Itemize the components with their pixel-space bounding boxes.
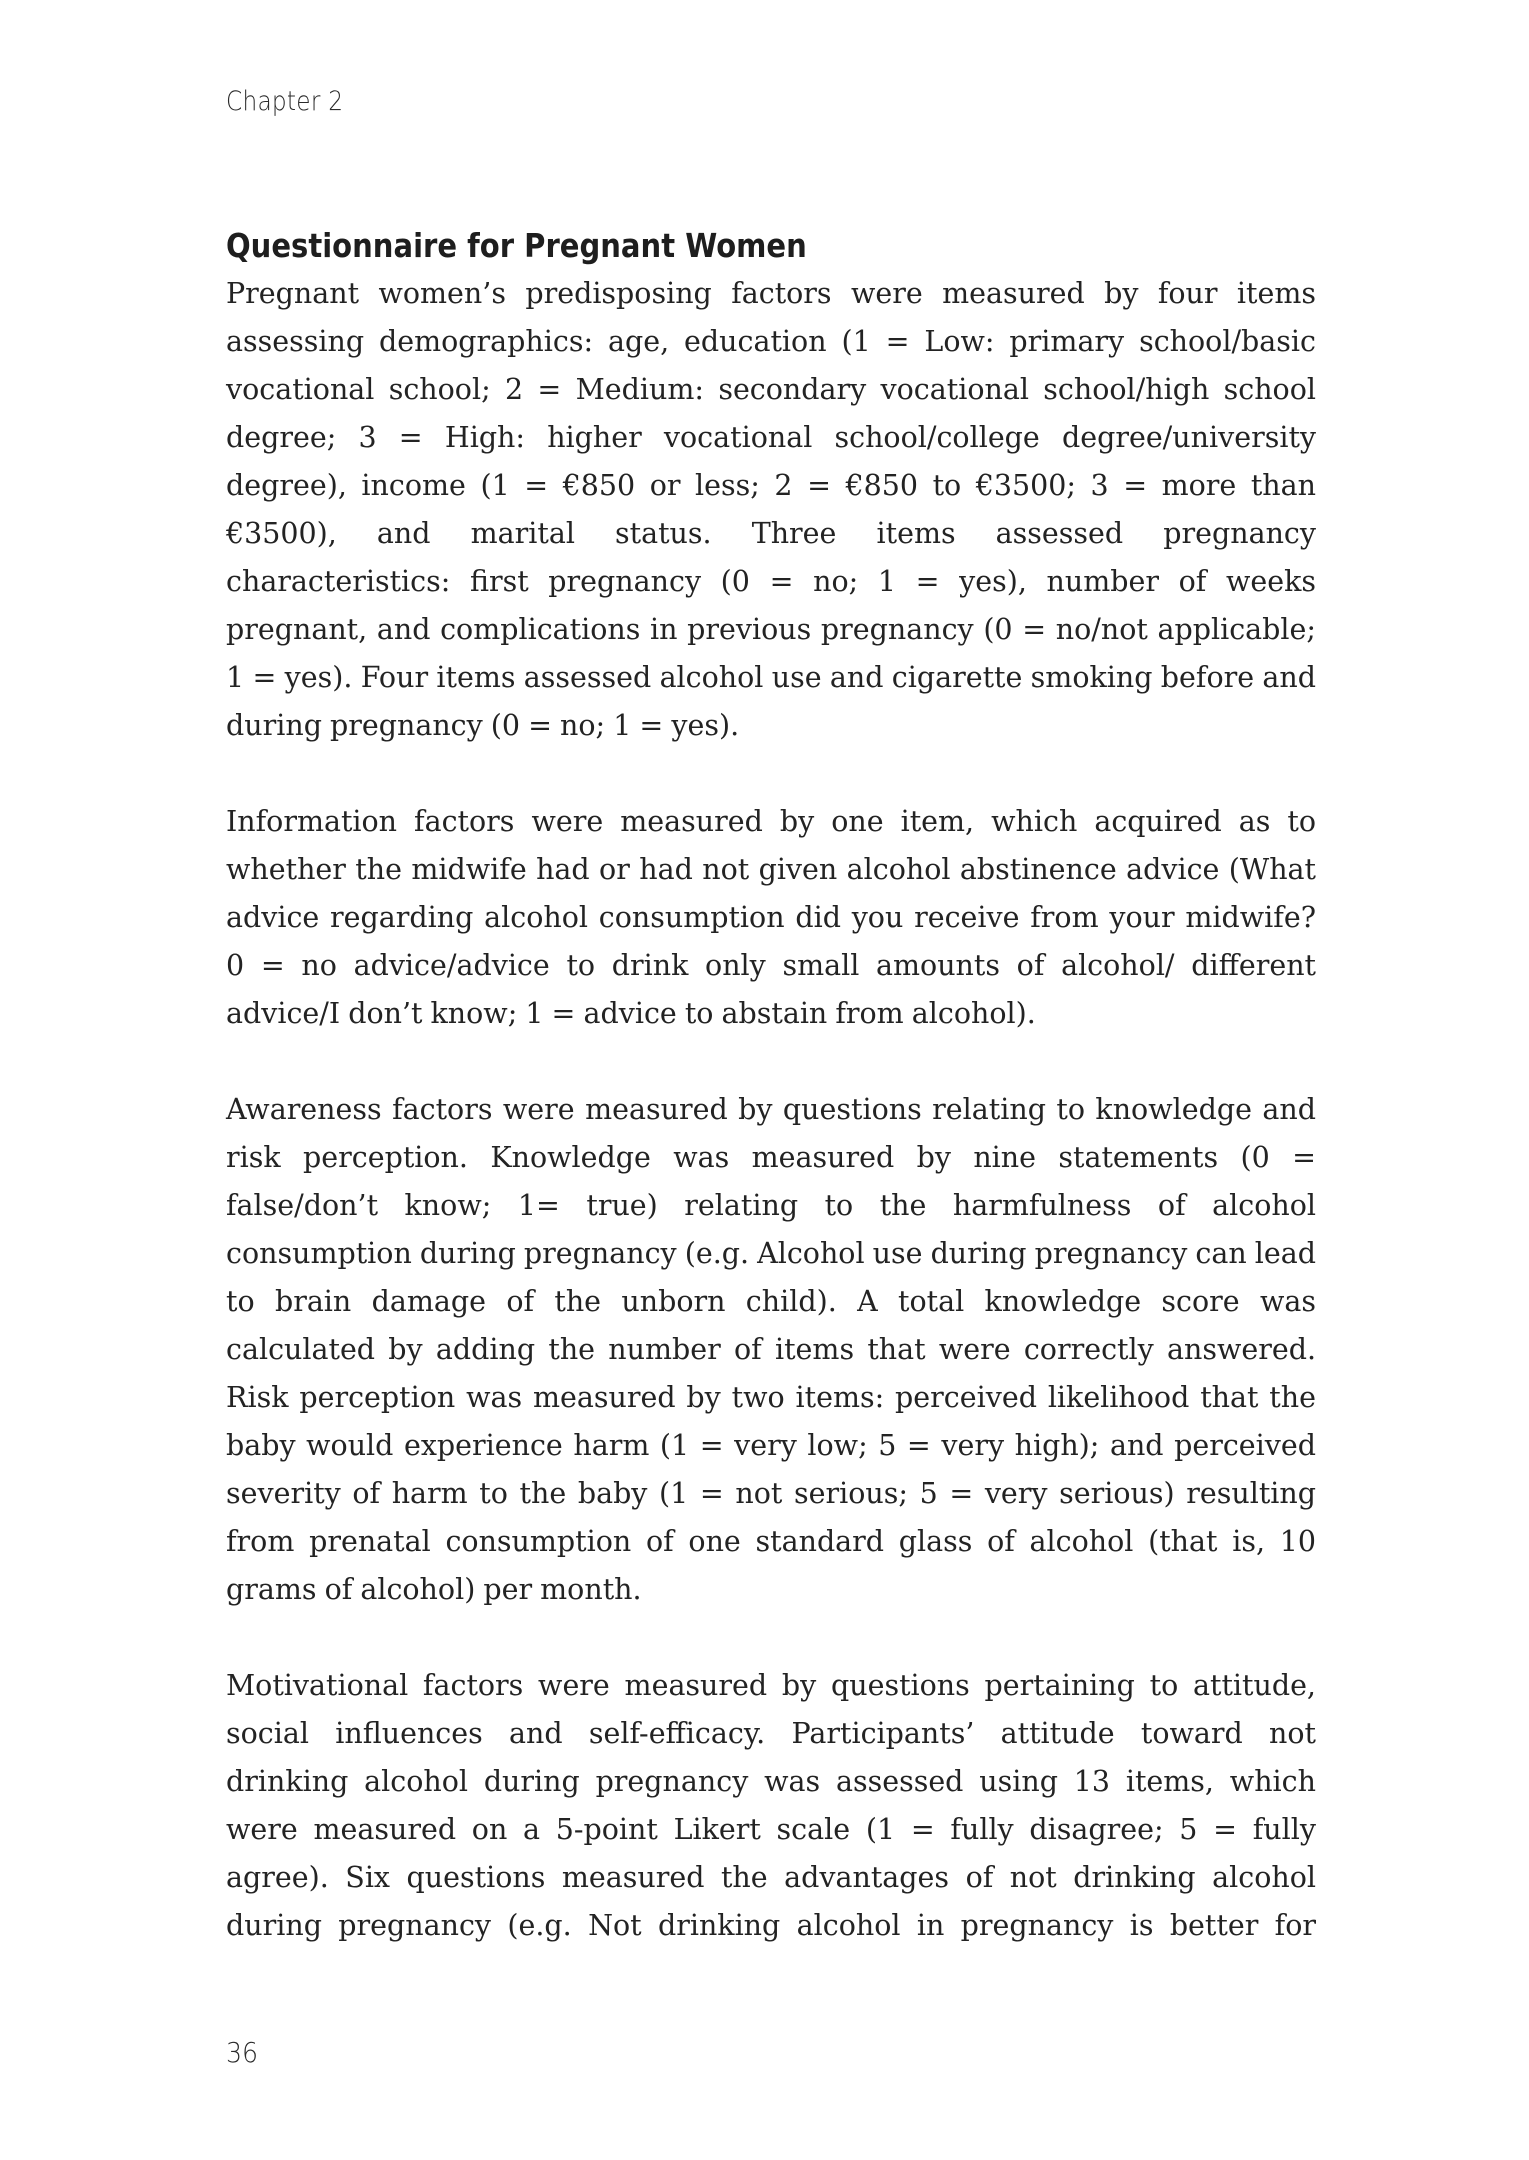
- paragraph-information-factors: Information factors were measured by one item, which acquired as to whether the midwife had or had not given alcohol abstinence advice (What advice regarding alcohol consumption did you receive from your midwife? 0 = no advice/advice to drink only small amounts of alcohol/ different advice/I don’t know; 1 = advice to abstain from alcohol).: [226, 805, 1316, 1030]
- paragraph-motivational-factors: Motivational factors were measured by questions pertaining to attitude, social influences and self-efficacy. Participants’ attitude toward not drinking alcohol during pregnancy was assessed using 13 items, which were measured on a 5-point Likert scale (1 = fully disagree; 5 = fully agree). Six questions measured the advantages of not drinking alcohol during pregnancy (e.g. Not drinking alcohol in pregnancy is better for: [226, 1669, 1316, 1942]
- paragraph-predisposing-factors: Pregnant women’s predisposing factors were measured by four items assessing demographics: age, education (1 = Low: primary school/basic vocational school; 2 = Medium: secondary vocational school/high school degree; 3 = High: higher vocational school/college degree/university degree), income (1 = €850 or less; 2 = €850 to €3500; 3 = more than €3500), and marital status. Three items assessed pregnancy characteristics: first pregnancy (0 = no; 1 = yes), number of weeks pregnant, and complications in previous pregnancy (0 = no/not applicable; 1 = yes). Four items assessed alcohol use and cigarette smoking before and during pregnancy (0 = no; 1 = yes).: [226, 277, 1316, 742]
- page-number: 36: [226, 2036, 259, 2069]
- page-content: [226, 222, 1316, 1950]
- section-heading: Questionnaire for Pregnant Women: [226, 226, 807, 265]
- running-head: Chapter 2: [226, 86, 344, 117]
- paragraph-awareness-factors: Awareness factors were measured by questions relating to knowledge and risk perception. Knowledge was measured by nine statements (0 = false/don’t know; 1= true) relating to the harmfulness of alcohol consumption during pregnancy (e.g. Alcohol use during pregnancy can lead to brain damage of the unborn child). A total knowledge score was calculated by adding the number of items that were correctly answered. Risk perception was measured by two items: perceived likelihood that the baby would experience harm (1 = very low; 5 = very high); and perceived severity of harm to the baby (1 = not serious; 5 = very serious) resulting from prenatal consumption of one standard glass of alcohol (that is, 10 grams of alcohol) per month.: [226, 1093, 1316, 1606]
